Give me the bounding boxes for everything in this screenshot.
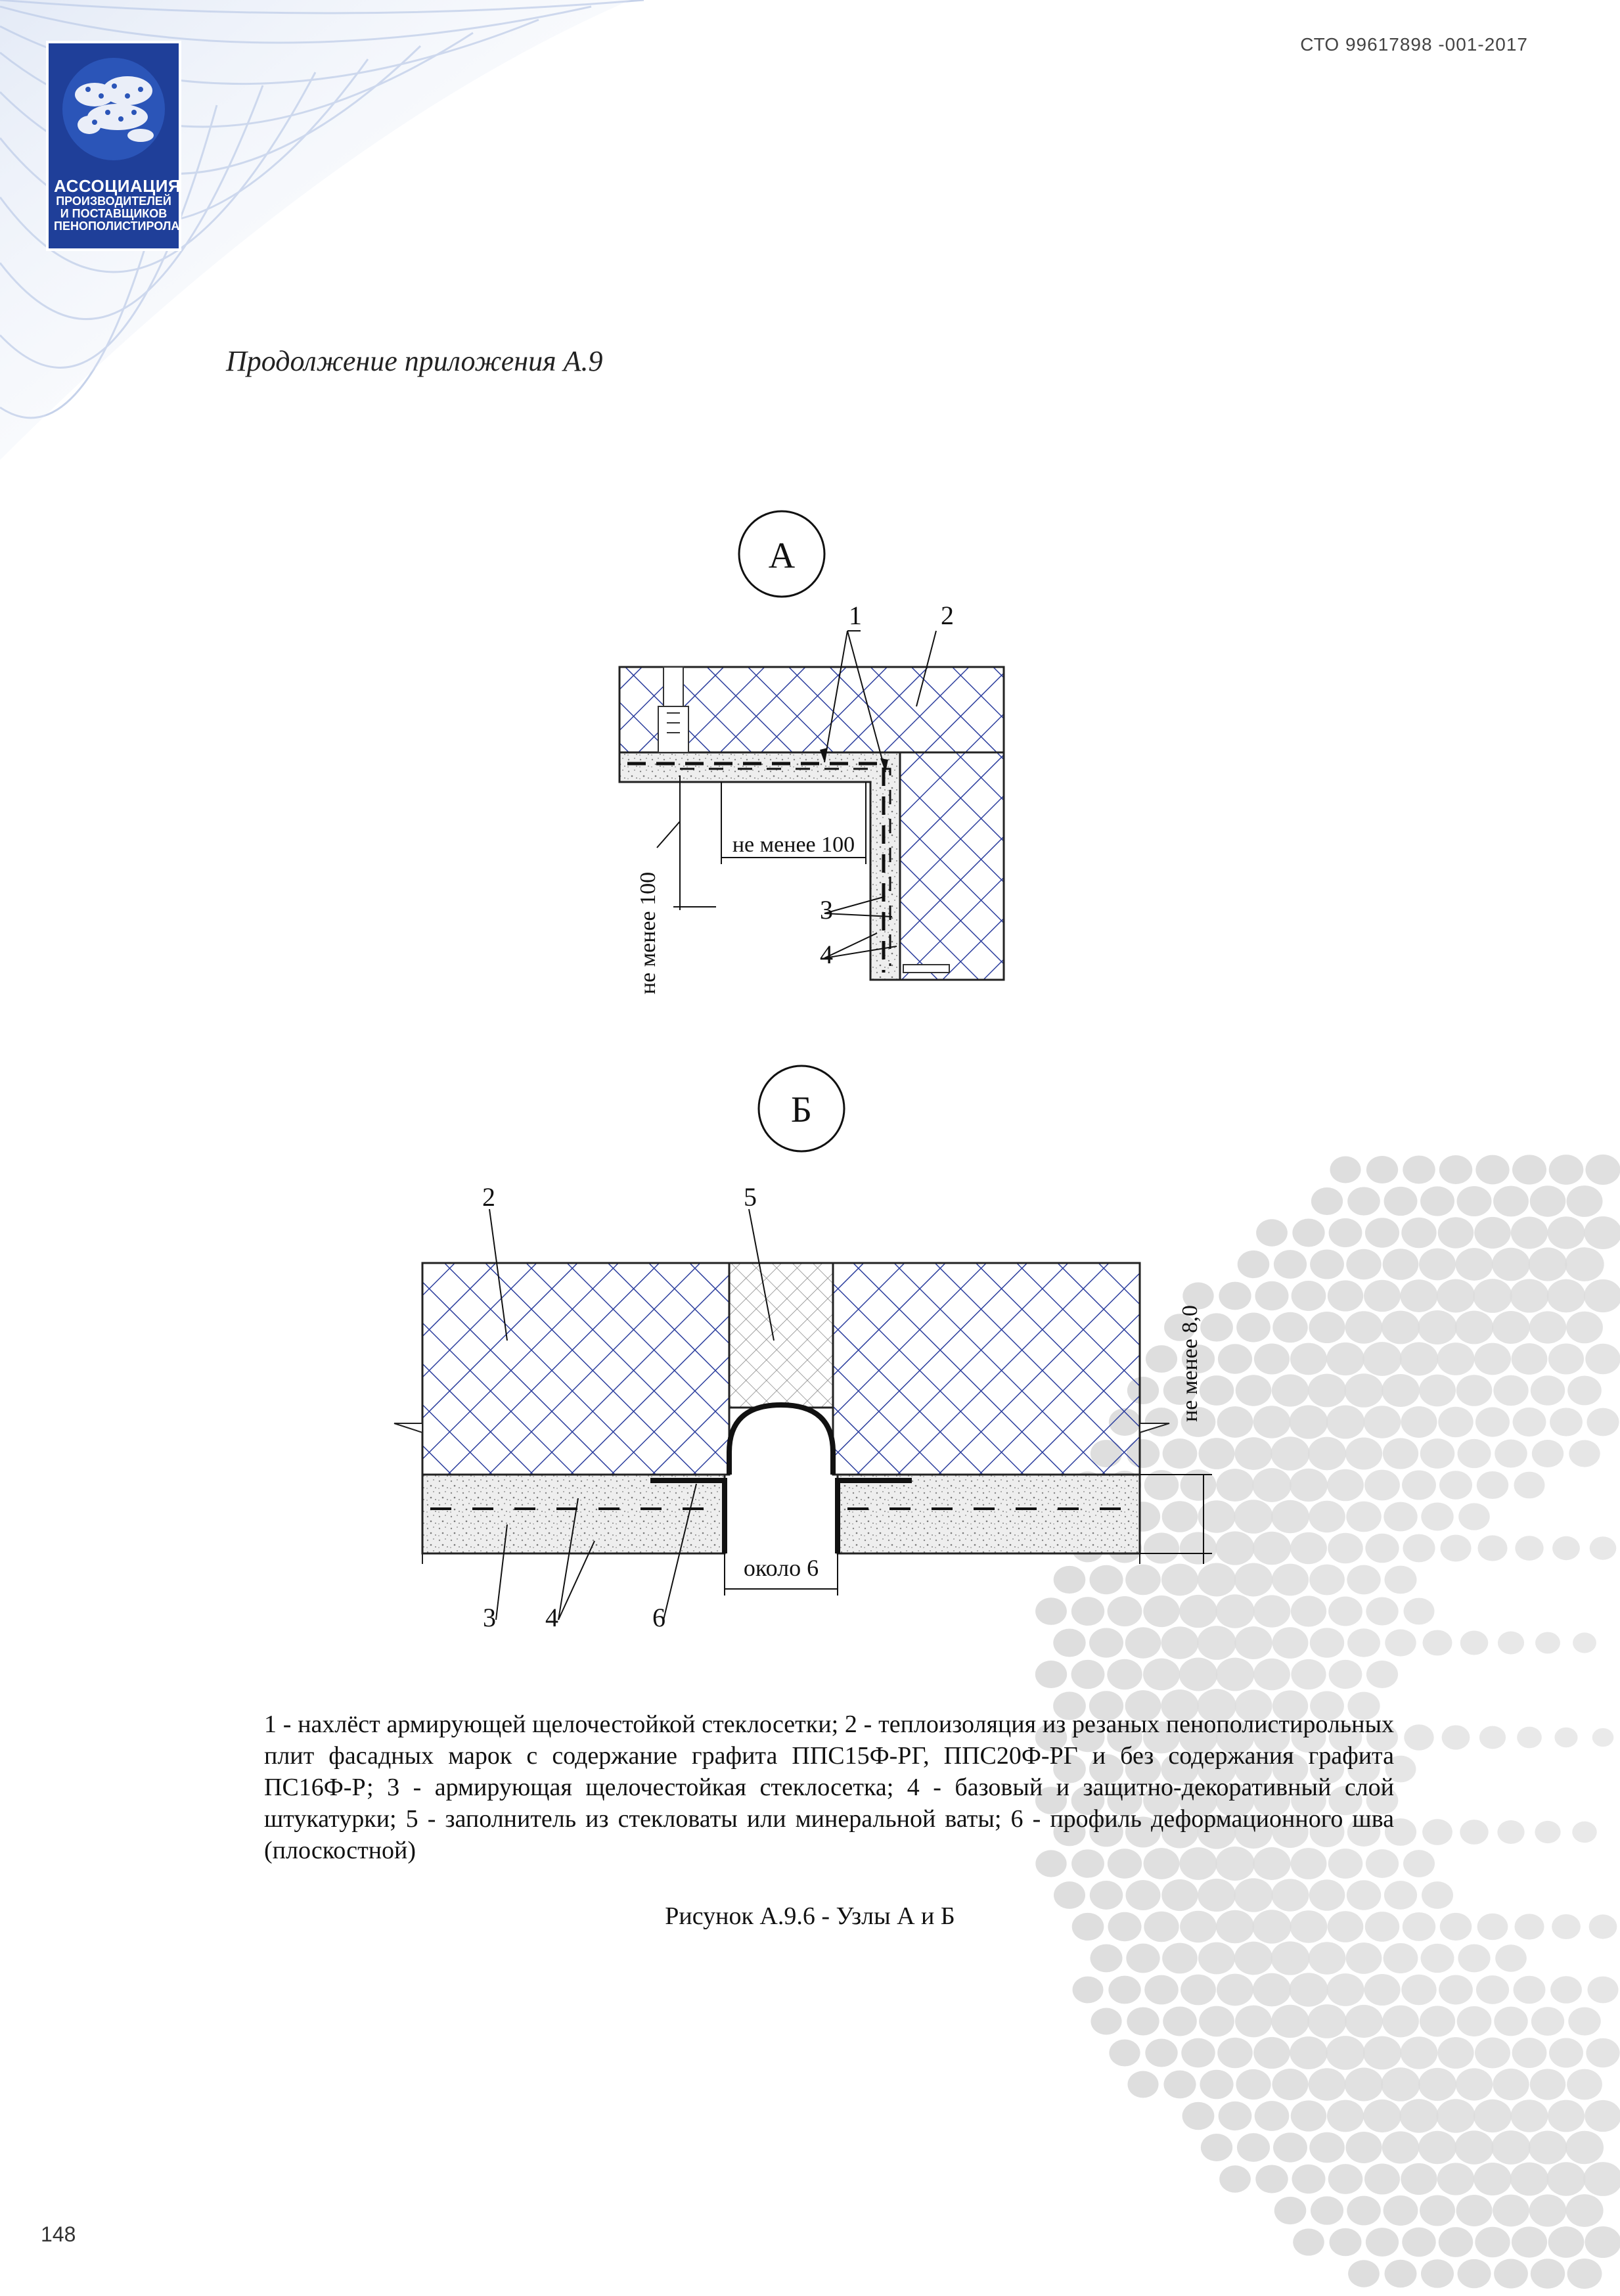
detail-a	[619, 511, 1004, 994]
detail-a-label-2: 2	[941, 601, 954, 630]
logo-line-1: АССОЦИАЦИЯ	[54, 176, 181, 196]
logo-line-3: И ПОСТАВЩИКОВ	[60, 207, 168, 221]
figure-caption: Рисунок А.9.6 - Узлы А и Б	[665, 1902, 955, 1930]
detail-b-label-3: 3	[483, 1603, 496, 1632]
overlap-mesh	[680, 769, 890, 966]
mineral-wool-filler	[729, 1263, 833, 1408]
detail-b-label-2: 2	[482, 1182, 495, 1212]
insulation-left	[422, 1263, 729, 1475]
plaster-left	[422, 1475, 725, 1553]
detail-b-dim-height: не менее 8,0	[1178, 1305, 1202, 1422]
detail-b-label-6: 6	[652, 1603, 665, 1632]
detail-b	[394, 1066, 1212, 1632]
detail-b-label-4: 4	[545, 1603, 558, 1632]
plaster-layer	[619, 752, 900, 980]
logo-line-2: ПРОИЗВОДИТЕЛЕЙ	[56, 195, 171, 208]
plaster-right	[838, 1475, 1140, 1553]
expansion-bulb	[729, 1405, 833, 1475]
detail-a-dim-vertical: не менее 100	[636, 871, 660, 995]
start-profile	[903, 965, 949, 973]
reinforcing-mesh	[627, 764, 884, 973]
detail-a-dim-horizontal: не менее 100	[732, 833, 855, 857]
detail-b-label-5: 5	[744, 1182, 757, 1212]
logo-line-4: ПЕНОПОЛИСТИРОЛА	[54, 219, 180, 233]
figure-legend: 1 - нахлёст армирующей щелочестойкой стеклосетки; 2 - теплоизоляция из резаных пенополистирольных плит фасадных марок с содержание графита ППС15Ф-РГ, ППС20Ф-РГ и без содержания графита ПС16Ф-Р; 3 - армирующая щелочестойкая стеклосетка; 4 - базовый и защитно-декоративный слой штукатурки; 5 - заполнитель из стекловаты или минеральной ваты; 6 - профиль деформационного шва (плоскостной)	[264, 1711, 1394, 1864]
detail-a-label-1: 1	[849, 601, 862, 630]
insulation-side	[900, 752, 1004, 980]
insulation-right	[833, 1263, 1140, 1475]
appendix-subtitle: Продолжение приложения А.9	[226, 345, 603, 377]
detail-a-label-3: 3	[820, 895, 833, 925]
page-number: 148	[41, 2222, 76, 2246]
document-code: СТО 99617898 -001-2017	[1300, 34, 1528, 55]
detail-b-marker: Б	[790, 1090, 813, 1130]
detail-a-marker: А	[768, 536, 796, 576]
detail-b-dim-gap: около 6	[743, 1555, 819, 1581]
detail-a-label-4: 4	[820, 940, 833, 969]
